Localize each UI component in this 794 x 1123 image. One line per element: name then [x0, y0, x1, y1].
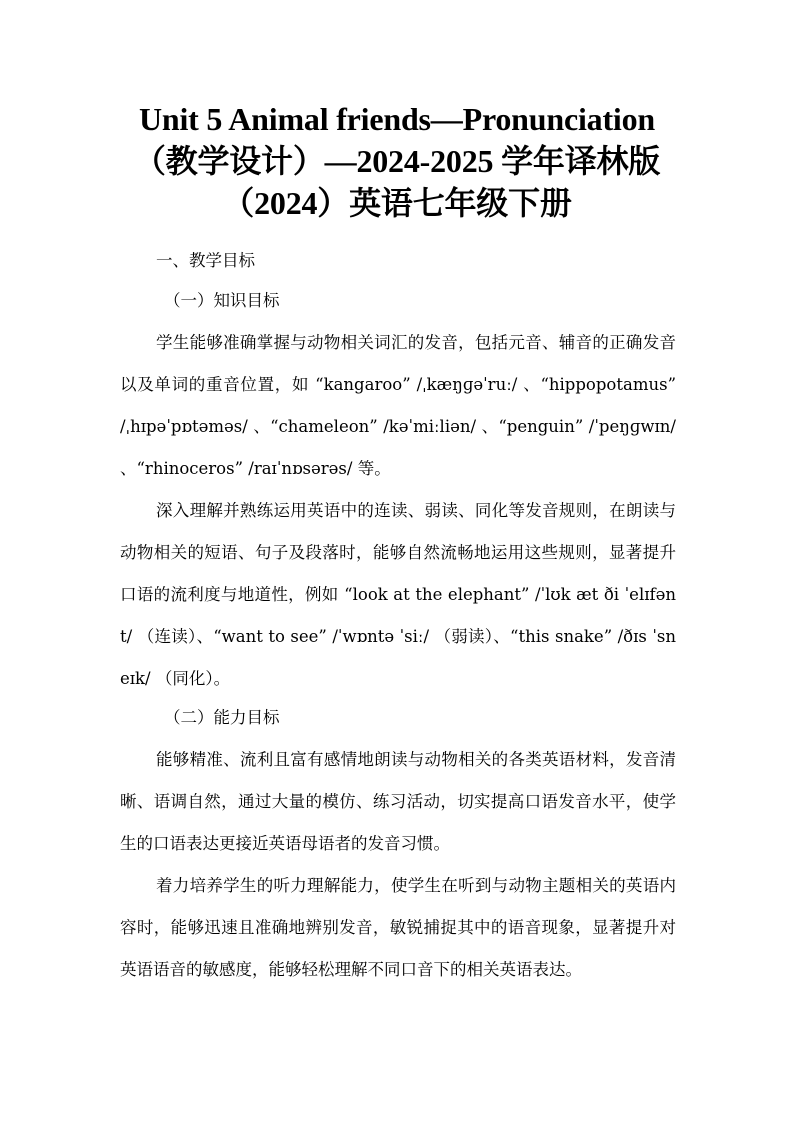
title-line-1: Unit 5 Animal friends—Pronunciation: [138, 101, 656, 137]
title-line-2: （教学设计）—2024-2025 学年译林版: [133, 143, 661, 179]
subsection-heading-ability-objectives: （二）能力目标: [164, 708, 280, 727]
paragraph-ability-1: 能够精准、流利且富有感情地朗读与动物相关的各类英语材料，发音清晰、语调自然，通过大量的模仿、练习活动，切实提高口语发音水平，使学生的口语表达更接近英语母语者的发音习惯。: [120, 750, 676, 853]
paragraph-block-1: [120, 322, 676, 490]
document-title: [100, 98, 694, 224]
paragraph-block-3: [120, 739, 676, 865]
paragraph-knowledge-2: 深入理解并熟练运用英语中的连读、弱读、同化等发音规则，在朗读与动物相关的短语、句子及段落时，能够自然流畅地运用这些规则，显著提升口语的流利度与地道性，例如 “look at the elephant” /ˈlʊk æt ði ˈelɪfənt/ （连读）、“want to see” /ˈwɒntə ˈsiː/ （弱读）、“this snake” /ðɪs ˈsneɪk/ （同化）。: [120, 501, 676, 688]
subsection-heading-knowledge-objectives: （一）知识目标: [164, 291, 280, 310]
title-line-3: （2024）英语七年级下册: [222, 185, 572, 221]
section-heading-teaching-objectives: 一、教学目标: [156, 251, 255, 270]
paragraph-block-4: [120, 865, 676, 991]
paragraph-block-2: [120, 490, 676, 700]
paragraph-ability-2: 着力培养学生的听力理解能力，使学生在听到与动物主题相关的英语内容时，能够迅速且准确地辨别发音，敏锐捕捉其中的语音现象，显著提升对英语语音的敏感度，能够轻松理解不同口音下的相关英语表达。: [120, 876, 676, 979]
paragraph-knowledge-1: 学生能够准确掌握与动物相关词汇的发音，包括元音、辅音的正确发音以及单词的重音位置，如 “kangaroo” /ˌkæŋɡəˈruː/ 、“hippopotamus” /ˌhɪpəˈpɒtəməs/ 、“chameleon” /kəˈmiːliən/ 、“penguin” /ˈpeŋɡwɪn/ 、“rhinoceros” /raɪˈnɒsərəs/ 等。: [120, 333, 676, 478]
